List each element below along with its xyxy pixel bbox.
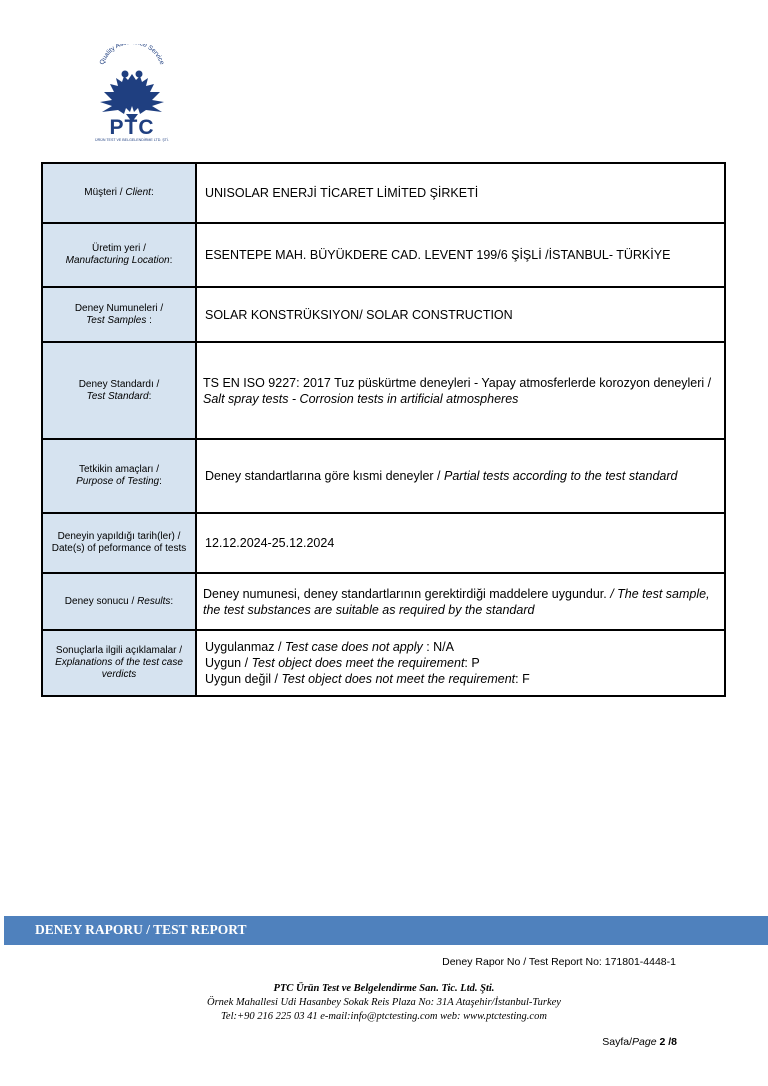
table-row-verdict-explanations <box>42 630 725 696</box>
table-row-test-dates <box>42 513 725 573</box>
logo-tagline: ÜRÜN TEST VE BELGELENDİRME LTD. ŞTİ. <box>95 138 169 142</box>
test-report-banner <box>4 916 768 945</box>
test-samples-label: Deney Numuneleri / Test Samples : <box>42 287 196 342</box>
table-row-purpose-of-testing <box>42 439 725 513</box>
table-row-results <box>42 573 725 630</box>
eagle-emblem-icon <box>100 71 164 123</box>
report-number: Deney Rapor No / Test Report No: 171801-4448-1 <box>442 956 676 968</box>
test-dates-value: 12.12.2024-25.12.2024 <box>196 513 725 573</box>
purpose-of-testing-value: Deney standartlarına göre kısmi deneyler / Partial tests according to the test standard <box>196 439 725 513</box>
company-address: Örnek Mahallesi Udi Hasanbey Sokak Reis Plaza No: 31A Ataşehir/İstanbul-Turkey <box>207 997 561 1008</box>
client-label: Müşteri / Client: <box>42 163 196 223</box>
company-info <box>0 982 768 1024</box>
test-standard-label: Deney Standardı / Test Standard: <box>42 342 196 439</box>
company-contact: Tel:+90 216 225 03 41 e-mail:info@ptctesting.com web: www.ptctesting.com <box>221 1011 547 1022</box>
verdict-explanations-value <box>196 630 725 696</box>
test-standard-value: TS EN ISO 9227: 2017 Tuz püskürtme deneyleri - Yapay atmosferlerde korozyon deneyleri / Salt spray tests - Corrosion tests in artificial atmospheres <box>196 342 725 439</box>
table-row-manufacturing-location <box>42 223 725 287</box>
table-row-test-samples <box>42 287 725 342</box>
company-name: PTC Ürün Test ve Belgelendirme San. Tic. Ltd. Şti. <box>273 983 495 994</box>
verdict-not-applicable: Uygulanmaz / Test case does not apply : N/A <box>205 640 454 654</box>
purpose-of-testing-label: Tetkikin amaçları / Purpose of Testing: <box>42 439 196 513</box>
results-value: Deney numunesi, deney standartlarının gerektirdiği maddelere uygundur. / The test sample, the test substances are suitable as required by the standard <box>196 573 725 630</box>
verdict-explanations-label: Sonuçlarla ilgili açıklamalar / Explanations of the test case verdicts <box>42 630 196 696</box>
manufacturing-location-value: ESENTEPE MAH. BÜYÜKDERE CAD. LEVENT 199/6 ŞİŞLİ /İSTANBUL- TÜRKİYE <box>196 223 725 287</box>
test-samples-value: SOLAR KONSTRÜKSIYON/ SOLAR CONSTRUCTION <box>196 287 725 342</box>
page-number: Sayfa/Page 2 /8 <box>602 1036 677 1048</box>
logo-arc-text: Quality As e Service <box>98 44 166 66</box>
test-dates-label: Deneyin yapıldığı tarih(ler) / Date(s) of peformance of tests <box>42 513 196 573</box>
report-info-table <box>41 162 726 697</box>
verdict-fail: Uygun değil / Test object does not meet the requirement: F <box>205 672 530 686</box>
client-value: UNISOLAR ENERJİ TİCARET LİMİTED ŞİRKETİ <box>196 163 725 223</box>
verdict-pass: Uygun / Test object does meet the requirement: P <box>205 656 480 670</box>
table-row-test-standard <box>42 342 725 439</box>
results-label: Deney sonucu / Results: <box>42 573 196 630</box>
banner-title: DENEY RAPORU / TEST REPORT <box>35 922 247 937</box>
manufacturing-location-label: Üretim yeri / Manufacturing Location: <box>42 223 196 287</box>
ptc-logo <box>88 44 176 144</box>
logo-brand: PTC <box>109 116 155 139</box>
table-row-client <box>42 163 725 223</box>
